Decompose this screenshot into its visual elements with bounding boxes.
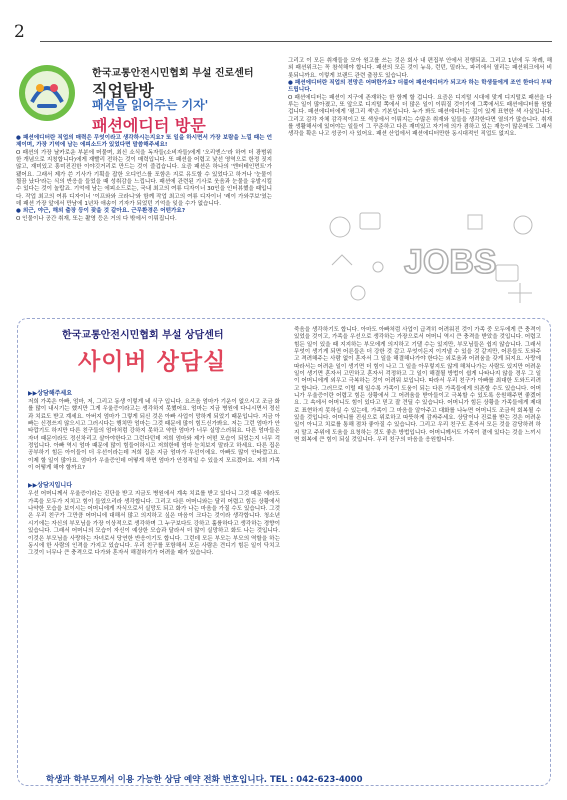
question-3: ● 패션에디터란 직업의 전망은 어떠한가요? 더불어 패션에디터가 되고자 하는 학생들에게 조언 한마디 부탁드립니다. xyxy=(288,80,552,94)
page-number: 2 xyxy=(14,22,25,42)
article-right-column xyxy=(288,58,552,139)
answer-1: O 패션의 가장 날카로운 부분에 머물며, 최신 소식을 독자들(소비자들)에게 '오리엔스'라 하여 더 광범위한 개념으로 지칭합니다)에게 재빨리 전하는 것이 매력입니다. 또 패션을 어렵고 낯선 영역으로 한정 짓지 않고, 재미있고 흥미진진한 이야깃거리로 만드는 것이 즐겁습니다. 요즘 패션은 하나의 '엔터테인먼트'가 됐어요. 그래서 제가 쓴 기사가 기획을 잡한 오디언스를 포함은 지로 유도할 수 있었다고 하거나 '눈물이 찔끔 났다'라는 식의 반응을 들었을 때 성취감을 느낍니다. 패션에 관련된 기사로 웃음과 눈물을 유발시킬 수 있다는 것이 놀랍죠. 기억에 남는 에피소드로는, 국내 최고의 여류 디자이너 30인을 인터뷰했을 때입니다. 작업 최고의 여류 디자이너 '이프와와 크라니'와 함께 작업 최고의 여류 디자이너 '레이 가와쿠보'였는데 패션 가장 앞에서 만남에 1년차 애송이 기자가 되었던 기억을 잊을 수가 없습니다. xyxy=(16,149,272,208)
center-logo-icon xyxy=(18,62,76,124)
question-2: ● 외근, 야근, 해외 출장 등이 잦을 것 같아요. 근무환경은 어떤가요? xyxy=(16,208,186,215)
counsel-left-column xyxy=(28,388,280,558)
header-title2: 패션에디터 방문 xyxy=(92,116,206,135)
header-subtitle: 패션을 읽어주는 기자' xyxy=(92,98,209,112)
answer-heading: ▶▶상담지입니다 xyxy=(28,482,73,490)
header-title: 직업탐방 xyxy=(92,81,154,100)
article-left-column xyxy=(16,135,272,223)
answer-body: 우선 어머니께서 우울증이라는 진단을 받고 지금도 병원에서 계속 치료를 받고 있다니 그것 때문 에라도 가족을 모두가 지치고 힘이 들었으리라 생각합니다. 그리고 다른 어머니와는 달리 어렵고 힘든 상황에서 나약한 모습을 보이시는 어머니에게 자식으로서 실망도 되고 화가 나는 마음을 가질 수도 있습니다. 그것은 우리 친구가 그만큼 어머니에 대해서 많고 의지하고 싶은 마음이 크다는 것이라 생각합니다. 청소년 시기에는 자신의 부모님을 가장 이상적으로 생각하며 그 누구보다도 강하고 훌륭하다고 생각하는 경향이 있습니다. 그래서 어머니의 모습이 자신이 예상한 모습과 달라서 더 많이 실망하고 화도 나는 것입니다. 이것은 부모님을 사랑하는 자녀로서 당연한 반응이기도 합니다. 그런데 모든 부모는 부모의 역할을 하는 동시에 한 사람의 인격을 가지고 있습니다. 우리 친구를 포함해서 모든 사람은 견디기 힘든 일이 닥치고 그것이 너무나 큰 충격으로 다가와 혼자서 해결하기가 어려울 때가 있습니다. xyxy=(28,491,280,557)
header-rule xyxy=(40,41,552,42)
answer-2: O 인물이나 공간 취재, 또는 촬영 등은 거의 다 밖에서 이뤄집니다. xyxy=(16,215,177,222)
letter-body: 저희 가족은 아빠, 엄마, 저, 그리고 동생 이렇게 네 식구 입니다. 요즈음 엄마가 기운이 없으시고 조금 화를 많이 내시기는 했지만 그게 우울증이라고는 생각하지 못했어요. 엄마는 지금 병원에 다니시면서 정신과 치료도 받고 계세요. 아버지 엄마가 그렇게 되신 것은 아빠 사업이 망하게 되었기 때문입니다. 지금 아빠는 신경쓰지 않으시고 그러시다는 행치만 엄마는 그것 때문에 많이 힘드신가봐요. 저는 그런 엄마가 안타깝기도 하지만 다른 친구들의 엄마처럼 강하지 못하고 약한 엄마가 너무 실망스러워요. 다른 엄마들은 자녀 때문이라도 정신차리고 살아야한다고 그런다던데 저희 엄마와 제가 어떤 모습이 되었는지 너무 걱정입니다. 아빠 역시 엄마 때문에 많이 힘들어하시고 저희한테 엄마 눈치보지 말라고 하세요. 다른 집은 공부하기 힘든 아이들이 더 우선이라는데 저희 집은 지금 엄마가 우선이에요. 아빠도 많이 안타깝고요. 이제 할 일이 많아요. 엄마가 우울증인데 어떻게 하면 엄마가 안정적일 수 있을지 모르겠어요. 저희 가족이 어떻게 해야 할까요? xyxy=(28,399,280,472)
counsel-kicker: 한국교통안전시민협회 부설 상담센터 xyxy=(62,330,224,341)
counsel-right-column xyxy=(294,327,541,445)
jobs-illustration xyxy=(318,205,552,309)
answer-2-continued: 그리고 이 모든 취재들을 모아 원고를 쓰는 것은 회사 내 편집부 안에서 진행되죠. 그리고 1년에 두 차례, 해외 패션위크는 꼭 참석해야 합니다. 패션의 모든 것이 뉴욕, 런던, 밀라노, 파리에서 열리는 패션위크에서 비롯되니까요. 이렇게 브랜드 관련 출장도 있습니다. xyxy=(288,58,552,79)
jobs-word: JOBS xyxy=(404,243,497,281)
answer-body-continued: 죽음을 생각하기도 합니다. 아마도 아빠처럼 사업이 급격히 어려워진 것이 가족 중 모두에게 큰 충격이 있었을 것이고, 가족을 우선으로 생각하는 가장으로서 어머니 역시 큰 충격을 받았을 것입니다. 어렵고 힘든 일이 있을 때 지지하는 부모에게 의지하고 기댈 수는 있지만, 부모님들은 쉽지 않습니다. 그래서 무엇이 생기게 되면 어른들은 더 강한 것 같고 무엇이든지 이겨낼 수 있을 것 같지만, 어른들도 도와주고 격려해주는 사람 없이 혼자서 그 일을 해결해나가야 한다는 외로움과 어려움을 갖게 되지요. 사랑에 따라서는 어려운 일이 생기면 더 힘이 나고 그 일을 아무렇지도 않게 해쳐나가는 사람도 있지만 어려운 일이 생기면 혼자서 고민하고 혼자서 걱정하고 그 일이 해결될 방법이 쉽게 나타나지 않을 경우 그 일이 어머니에게 외우고 극복하는 것이 어려워 보입니다. 따라서 우리 친구가 아빠를 최대한 도와드리려고 합니다. 그러므로 이럴 때 일수록 가족이 도움이 되는 다른 가족들에게 의존할 수도 있습니다. 어머니가 우울증이란 어렵고 힘든 상황에서 그 어려움을 받아들이고 극복할 수 있도록 응원해주면 좋겠어요. 그 속에서 어머니도 힘이 있다고 믿고 잘 견딜 수 있습니다. 어머니가 힘든 상황을 가족들에게 제대로 표현하지 못하실 수 있는데, 가족이 그 마음을 알아주고 대화를 나누면 어머니도 조금씩 회복될 수 있을 것입니다. 어머니를 진심으로 위로하고 따뜻하게 감싸주세요. 상담이나 진료를 받는 것은 어려운 일이 아니고 치료를 통해 점차 좋아질 수 있습니다. 그리고 우리 친구도 혼자서 모든 것을 감당하려 하지 말고 주위에 도움을 요청하는 것도 좋은 방법입니다. 어머니께서도 가족이 곁에 있다는 것을 느끼시면 회복에 큰 힘이 되실 것입니다. 우리 친구의 마음을 응원합니다. xyxy=(294,327,541,444)
contact-line: 학생과 학부모께서 이용 가능한 상담 예약 전화 번호입니다. TEL : 042-623-4000 xyxy=(46,775,363,785)
header-kicker: 한국교통안전시민협회 부설 진로센터 xyxy=(92,68,254,79)
letter-heading: ▶▶상담해주세요 xyxy=(28,390,73,397)
question-1: ● 패션에디터란 직업의 매력은 무엇이라고 생각하시는지요? 또 일을 하시면서 가장 보람을 느낄 때는 언제이며, 가장 기억에 남는 에피소드가 있었다면 말씀해주세요! xyxy=(16,135,272,149)
answer-3: O 패션에디터는 패션이 지구에 존재하는 한 함께 할 겁니다. 요즘은 디지털 시대에 맞게 디지털로 패션을 다루는 일이 많아졌고, 또 앞으로 디지털 쪽에서 더 많은 일이 이뤄질 것이기에 그쪽에서도 패션에디터를 원할 겁니다. 패션에디터에게 '평그리 색'은 기본입니다. 누가 봐도 패션에디터는 깊이 있게 표현한 색 사실입니다. 그리고 감각 자체 감각적이고 또 색상에서 이뤄지는 수많은 취재와 일들을 생각한다면 열의가 많습니다. 취재를 생활해서에 있어야는 일들이 그 꾸준하고 다른 재미있고 자기에 의가 겸하고 있는 재능이 많은데도 그래서 생각을 확은 나고 성공이 사 있어요. 패션 산업에서 패션에디터만한 동시대적인 직업도 없지요. xyxy=(288,94,552,138)
counsel-title: 사이버 상담실 xyxy=(78,349,227,375)
